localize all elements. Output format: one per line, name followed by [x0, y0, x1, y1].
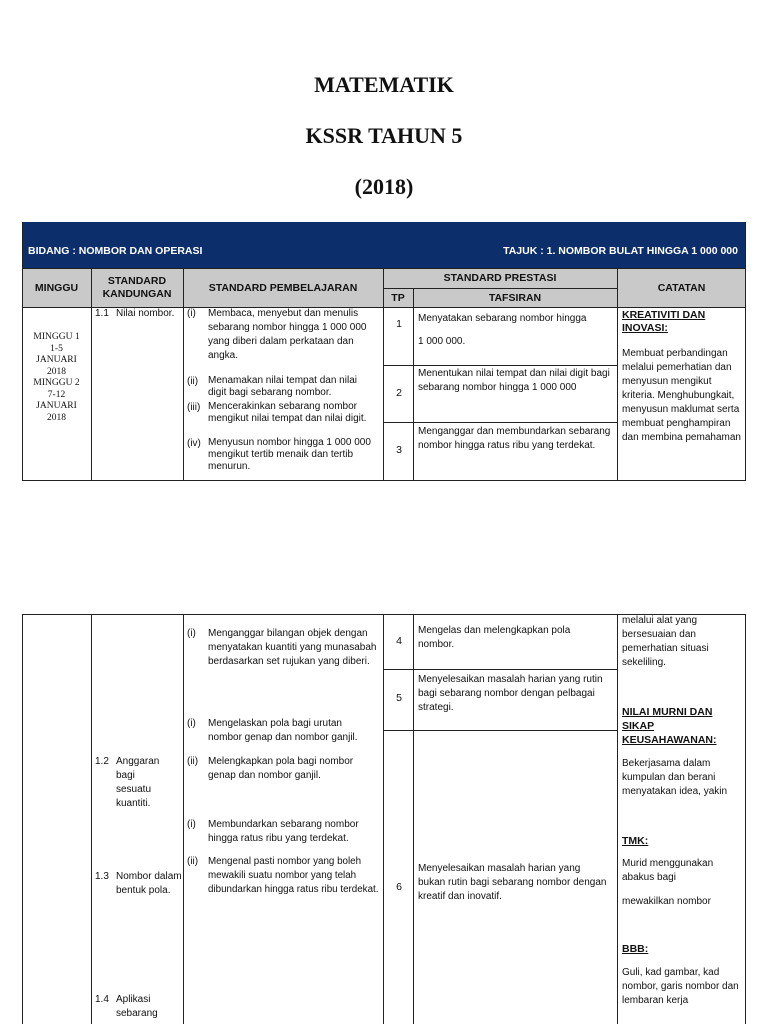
catatan-heading-tmk: TMK: — [622, 835, 649, 847]
catatan-body-bbb: Guli, kad gambar, kad nombor, garis nombor dan lembaran kerja — [622, 967, 739, 1006]
sp-number: (i) — [187, 819, 196, 830]
tafsiran-text: Mengelas dan melengkapkan pola nombor. — [418, 625, 571, 650]
sk-number: 1.2 — [95, 756, 109, 767]
tp-number: 1 — [396, 318, 402, 330]
tp-number: 5 — [396, 692, 402, 704]
sk-number: 1.1 — [95, 308, 109, 319]
sp-number: (i) — [187, 308, 196, 319]
sp-text: Menyusun nombor hingga 1 000 000 mengikut tertib menaik dan tertib menurun. — [208, 437, 371, 472]
catatan-body-tmk-2: mewakilkan nombor — [622, 896, 711, 907]
minggu-cell — [22, 332, 91, 424]
tafsiran-text: Menyelesaikan masalah harian yang rutin bagi sebarang nombor dengan pelbagai strategi. — [418, 674, 603, 713]
sp-text: Melengkapkan pola bagi nombor genap dan nombor ganjil. — [208, 756, 354, 781]
sk-number: 1.3 — [95, 871, 109, 882]
tp-number: 6 — [396, 881, 402, 893]
document-title: MATEMATIK — [314, 72, 454, 97]
sp-text: Membaca, menyebut dan menulis sebarang nombor hingga 1 000 000 yang diberi dalam perkataan dan angka. — [208, 308, 367, 361]
header-minggu: MINGGU — [34, 281, 79, 294]
tp-number: 4 — [396, 635, 402, 647]
header-tp: TP — [391, 291, 405, 304]
tajuk-label: TAJUK : 1. NOMBOR BULAT HINGGA 1 000 000 — [503, 245, 738, 257]
minggu-line: JANUARI — [36, 355, 77, 365]
minggu-line: 2018 — [47, 412, 66, 423]
tafsiran-text: 1 000 000. — [418, 336, 466, 347]
tafsiran-text: Menyelesaikan masalah harian yang bukan rutin bagi sebarang nombor dengan kreatif dan inovatif. — [418, 863, 607, 902]
minggu-line: 1-5 — [50, 343, 63, 354]
sp-text: Mengelaskan pola bagi urutan nombor genap dan nombor ganjil. — [208, 718, 358, 743]
tp-number: 3 — [396, 444, 402, 456]
sp-text: Menganggar bilangan objek dengan menyatakan kuantiti yang munasabah berdasarkan set rujukan yang diberi. — [208, 628, 377, 667]
sk-text: Nilai nombor. — [116, 308, 175, 319]
bidang-label: BIDANG : NOMBOR DAN OPERASI — [28, 245, 203, 257]
sp-number: (i) — [187, 718, 196, 729]
header-standard-prestasi: STANDARD PRESTASI — [443, 271, 557, 284]
minggu-line: JANUARI — [36, 401, 77, 411]
header-catatan: CATATAN — [657, 281, 706, 294]
catatan-continuation: melalui alat yang bersesuaian dan pemerhatian situasi sekeliling. — [622, 615, 709, 668]
sp-number: (ii) — [187, 376, 199, 387]
sp-number: (i) — [187, 628, 196, 639]
sp-number: (ii) — [187, 856, 199, 867]
header-tafsiran: TAFSIRAN — [488, 291, 542, 304]
minggu-line: 7-12 — [47, 389, 66, 400]
tafsiran-text: Menyatakan sebarang nombor hingga — [418, 313, 587, 324]
header-standard-pembelajaran: STANDARD PEMBELAJARAN — [208, 281, 358, 294]
catatan-body-nilai: Bekerjasama dalam kumpulan dan berani menyatakan idea, yakin — [622, 758, 728, 797]
minggu-line: MINGGU 2 — [33, 378, 80, 388]
catatan-heading-nilai: NILAI MURNI DAN SIKAP KEUSAHAWANAN: — [622, 706, 717, 746]
tafsiran-text: Menganggar dan membundarkan sebarang nombor hingga ratus ribu yang terdekat. — [418, 426, 611, 451]
sp-text: Menamakan nilai tempat dan nilai digit bagi sebarang nombor. — [208, 375, 357, 398]
sk-text: Anggaran bagi sesuatu kuantiti. — [116, 756, 160, 809]
header-standard-kandungan: STANDARD KANDUNGAN — [102, 275, 172, 300]
sp-number: (iii) — [187, 402, 201, 413]
document-year: (2018) — [354, 174, 414, 199]
sp-text: Mengenal pasti nombor yang boleh mewakili suatu nombor yang telah dibundarkan hingga ratus ribu terdekat. — [208, 856, 379, 895]
minggu-line: 2018 — [47, 366, 66, 377]
sp-text: Membundarkan sebarang nombor hingga ratus ribu yang terdekat. — [208, 819, 359, 844]
tafsiran-text: Menentukan nilai tempat dan nilai digit bagi sebarang nombor hingga 1 000 000 — [418, 368, 610, 393]
sk-number: 1.4 — [95, 994, 109, 1005]
document-level: KSSR TAHUN 5 — [305, 123, 463, 148]
sk-text: Aplikasi sebarang — [116, 994, 158, 1019]
catatan-heading-kreativiti: KREATIVITI DAN INOVASI: — [622, 309, 706, 334]
catatan-body-tmk: Murid menggunakan abakus bagi — [622, 858, 714, 883]
topic-banner — [22, 222, 746, 268]
sp-text: Mencerakinkan sebarang nombor mengikut nilai tempat dan nilai digit. — [208, 401, 367, 424]
minggu-line: MINGGU 1 — [33, 332, 80, 342]
tp-number: 2 — [396, 387, 402, 399]
sp-number: (ii) — [187, 756, 199, 767]
sp-number: (iv) — [187, 438, 201, 449]
catatan-heading-bbb: BBB: — [622, 943, 649, 955]
sk-text: Nombor dalam bentuk pola. — [116, 871, 182, 896]
catatan-body-kreativiti: Membuat perbandingan melalui pemerhatian dan menyusun mengikut kriteria. Menghubungkait, menyusun maklumat serta membuat penghampiran dan membina pemahaman — [622, 348, 741, 443]
